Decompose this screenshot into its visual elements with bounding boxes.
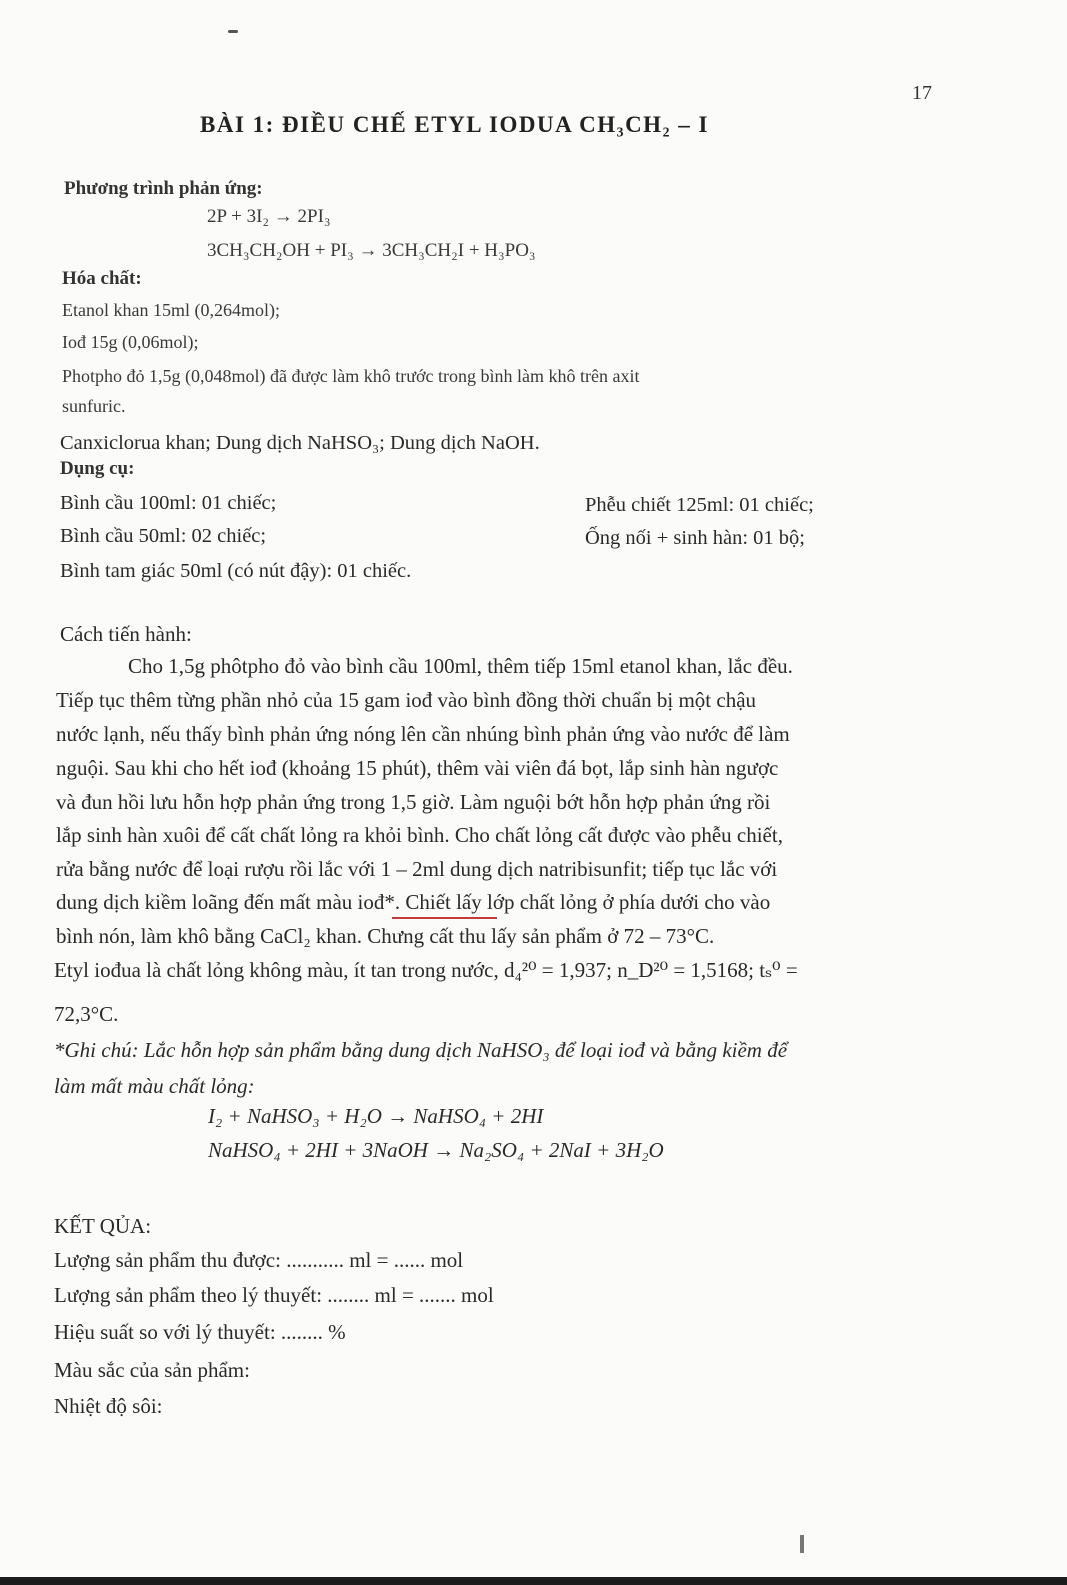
equipment-left-3: Bình tam giác 50ml (có nút đậy): 01 chiếc. [60,560,412,582]
page-title: BÀI 1: ĐIỀU CHẾ ETYL IODUA CH₃CH₂ – I [200,112,709,137]
procedure-line-1: Cho 1,5g phôtpho đỏ vào bình cầu 100ml, thêm tiếp 15ml etanol khan, lắc đều. [128,654,793,678]
note-eq-2: NaHSO₄ + 2HI + 3NaOH → Na₂SO₄ + 2NaI + 3H₂O [208,1138,664,1162]
procedure-properties: Etyl iođua là chất lỏng không màu, ít tan trong nước, d₄²⁰ = 1,937; n_D²⁰ = 1,5168; tₛ⁰ = [54,958,798,982]
chemical-item-1: Etanol khan 15ml (0,264mol); [62,300,280,320]
procedure-line-6: lắp sinh hàn xuôi để cất chất lỏng ra khỏi bình. Cho chất lỏng cất được vào phễu chiết, [56,823,783,847]
procedure-heading: Cách tiến hành: [60,622,192,646]
note-text: Lắc hỗn hợp sản phẩm bằng dung dịch NaHSO₃ để loại iođ và bằng kiềm để [143,1038,788,1062]
note-paragraph [54,1038,787,1063]
chemical-item-3-cont: sunfuric. [62,396,126,416]
procedure-line-5: và đun hồi lưu hỗn hợp phản ứng trong 1,5 giờ. Làm nguội bớt hỗn hợp phản ứng rồi [56,790,771,814]
chemical-item-4: Canxiclorua khan; Dung dịch NaHSO₃; Dung dịch NaOH. [60,432,540,454]
results-heading: KẾT QỦA: [54,1214,152,1238]
procedure-line-2: Tiếp tục thêm từng phần nhỏ của 15 gam iođ vào bình đồng thời chuẩn bị một chậu [56,688,757,712]
procedure-line-9: bình nón, làm khô bằng CaCl₂ khan. Chưng cất thu lấy sản phẩm ở 72 – 73°C. [56,924,715,948]
reaction-eq-2: 3CH₃CH₂OH + PI₃ → 3CH₃CH₂I + H₃PO₃ [207,240,536,261]
equipment-heading: Dụng cụ: [60,458,135,479]
scan-bottom-edge [0,1577,1067,1585]
note-text-cont: làm mất màu chất lỏng: [54,1074,255,1098]
chemical-item-2: Iođ 15g (0,06mol); [62,332,199,352]
chemicals-heading: Hóa chất: [62,268,142,289]
equipment-left-2: Bình cầu 50ml: 02 chiếc; [60,525,267,547]
equipment-left-1: Bình cầu 100ml: 01 chiếc; [60,492,277,514]
reaction-heading: Phương trình phản ứng: [64,178,263,199]
note-eq-1: I₂ + NaHSO₃ + H₂O → NaHSO₄ + 2HI [208,1104,544,1128]
page-number: 17 [912,82,932,104]
chemical-item-3: Photpho đỏ 1,5g (0,048mol) đã được làm khô trước trong bình làm khô trên axit [62,366,640,386]
procedure-line-4: nguội. Sau khi cho hết iođ (khoảng 15 phút), thêm vài viên đá bọt, lắp sinh hàn ngược [56,756,779,780]
procedure-line-3: nước lạnh, nếu thấy bình phản ứng nóng lên cần nhúng bình phản ứng vào nước để làm [56,722,790,746]
scan-speck [800,1535,804,1553]
equipment-right-1: Phễu chiết 125ml: 01 chiếc; [585,494,814,516]
procedure-line-8: dung dịch kiềm loãng đến mất màu iođ*. Chiết lấy lớp chất lỏng ở phía dưới cho vào [56,890,771,914]
result-color: Màu sắc của sản phẩm: [54,1358,250,1382]
result-boiling-point: Nhiệt độ sôi: [54,1394,163,1418]
note-label: *Ghi chú: [54,1038,139,1062]
equipment-right-2: Ống nối + sinh hàn: 01 bộ; [585,527,805,549]
procedure-line-7: rửa bằng nước để loại rượu rồi lắc với 1 – 2ml dung dịch natribisunfit; tiếp tục lắc với [56,857,778,881]
result-yield-obtained: Lượng sản phẩm thu được: ........... ml = ...... mol [54,1248,464,1272]
reaction-eq-1: 2P + 3I₂ → 2PI₃ [207,206,331,227]
result-efficiency: Hiệu suất so với lý thuyết: ........ % [54,1320,346,1344]
red-underline-mark [392,917,497,919]
procedure-properties-cont: 72,3°C. [54,1002,119,1026]
scan-speck [228,30,238,33]
result-yield-theoretical: Lượng sản phẩm theo lý thuyết: ........ ml = ....... mol [54,1283,494,1307]
